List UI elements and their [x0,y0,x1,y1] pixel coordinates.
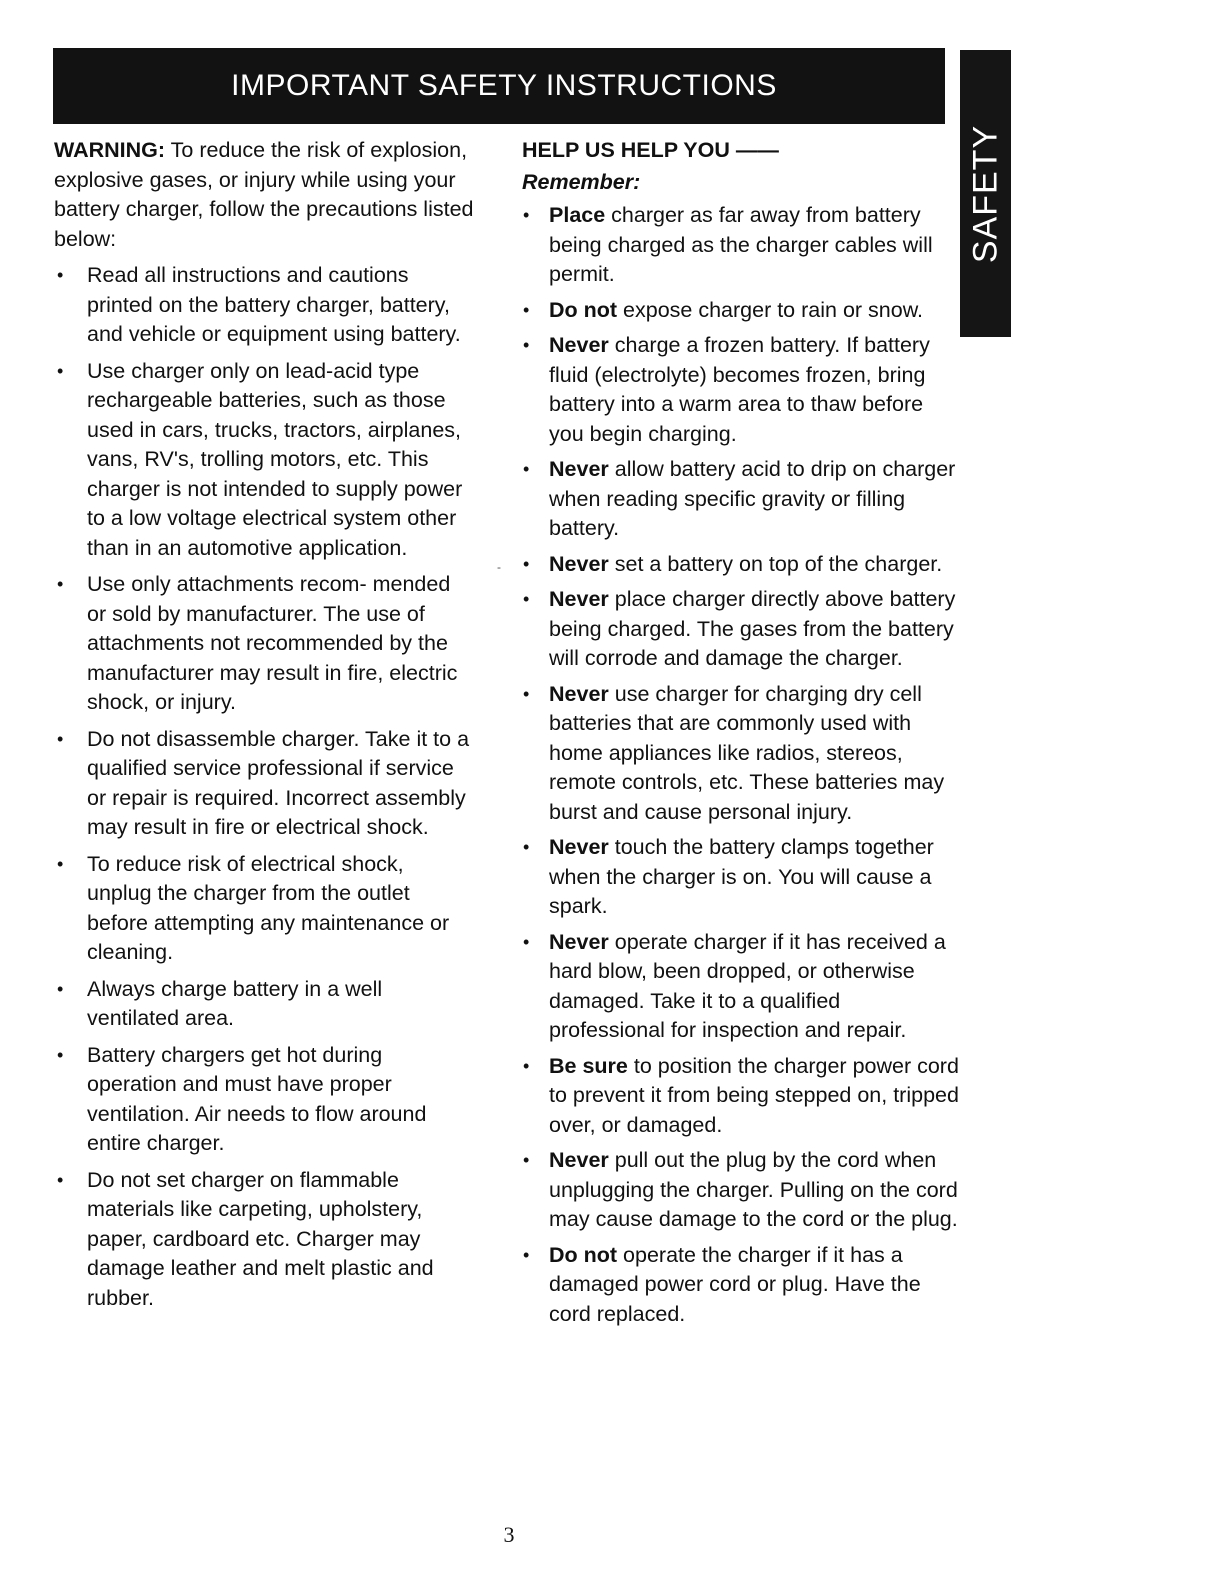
list-item [522,331,962,449]
item-lead: Be sure [549,1053,628,1078]
bullet-icon: • [523,1150,530,1170]
bullet-icon: • [57,265,64,285]
item-lead: Never [549,587,609,611]
list-item [54,261,474,350]
list-item [522,1052,962,1141]
bullet-icon: • [523,335,530,355]
list-item [54,357,474,564]
item-lead: Never [549,681,609,706]
bullet-icon: • [57,728,64,749]
item-lead: Never [549,835,609,859]
bullet-icon: • [523,553,530,574]
list-item [522,455,962,544]
item-text: touch the battery clamps together when the charger is on. You will cause a spark. [549,835,934,918]
item-text: charger as far away from battery being charged as the charger cables will permit. [549,203,933,286]
section-tab-label: SAFETY [966,124,1004,263]
list-item [54,570,474,718]
warning-label: WARNING: [54,138,166,162]
item-lead: Do not [549,297,618,322]
print-speck: - [497,560,501,574]
list-item-text: Use only attachments recom- mended or sold by manufacturer. The use of attachments not recommended by the manufacturer may result in fire, electric shock, or injury. [87,572,458,714]
list-item-text: Read all instructions and cautions printed on the battery charger, battery, and vehicle or equipment using battery. [87,263,461,346]
list-item [54,1166,474,1314]
list-item-text: To reduce risk of electrical shock, unplug the charger from the outlet before attempting any maintenance or cleaning. [87,851,450,964]
bullet-icon: • [57,1169,64,1190]
remember-label: Remember: [522,169,641,194]
item-text: set a battery on top of the charger. [608,551,943,576]
item-text: allow battery acid to drip on charger when reading specific gravity or filling battery. [549,457,956,540]
list-item-text: Do not disassemble charger. Take it to a qualified service professional if service or repair is required. Incorrect assembly may result in fire or electrical shock. [87,726,470,839]
page-title: IMPORTANT SAFETY INSTRUCTIONS [231,69,777,102]
bullet-icon: • [523,205,530,225]
item-lead: Never [549,457,609,481]
bullet-icon: • [57,978,64,999]
bullet-icon: • [57,574,64,594]
bullet-icon: • [523,459,530,479]
list-item-text: Always charge battery in a well ventilated area. [87,976,383,1030]
list-item-text: Battery chargers get hot during operation and must have proper ventilation. Air needs to flow around entire charger. [87,1042,427,1155]
list-item [522,585,962,674]
bullet-icon: • [57,1044,64,1065]
right-precaution-list [522,201,962,1329]
item-lead: Never [549,333,609,357]
list-item-text: Use charger only on lead-acid type rechargeable batteries, such as those used in cars, trucks, tractors, airplanes, vans, RV's, trolling motors, etc. This charger is not intended to supply power to a low voltage electrical system other than in an automotive application. [87,358,463,560]
bullet-icon: • [523,683,530,704]
bullet-icon: • [523,1244,530,1265]
page-title-banner [53,48,945,124]
bullet-icon: • [523,1055,530,1076]
list-item [522,296,962,326]
list-item [522,928,962,1046]
item-text: operate the charger if it has a damaged power cord or plug. Have the cord replaced. [549,1242,921,1326]
list-item [522,201,962,290]
section-tab [960,50,1011,337]
item-lead: Never [549,551,609,576]
list-item [522,1146,962,1235]
list-item [522,1241,962,1330]
item-text: expose charger to rain or snow. [617,297,924,322]
item-lead: Place [549,203,606,227]
item-lead: Never [549,1148,609,1172]
item-text: use charger for charging dry cell batteries that are commonly used with home appliances like radios, stereos, remote controls, etc. These batteries may burst and cause personal injury. [549,681,945,824]
right-column [522,136,962,1335]
list-item [522,680,962,828]
list-item [54,725,474,843]
item-text: operate charger if it has received a hard blow, been dropped, or otherwise damaged. Take it to a qualified professional for inspection and repair. [549,929,946,1042]
bullet-icon: • [57,853,64,874]
item-text: place charger directly above battery being charged. The gases from the battery will corrode and damage the charger. [549,587,956,670]
help-heading: HELP US HELP YOU —— [522,138,779,162]
warning-paragraph [54,136,474,254]
bullet-icon: • [57,360,64,381]
item-lead: Never [549,929,609,954]
list-item [54,975,474,1034]
list-item-text: Do not set charger on flammable materials like carpeting, upholstery, paper, cardboard etc. Charger may damage leather and melt plastic and rubber. [87,1167,434,1310]
item-text: to position the charger power cord to prevent it from being stepped on, tripped over, or damaged. [549,1053,959,1137]
left-column [54,136,474,1320]
item-text: pull out the plug by the cord when unplugging the charger. Pulling on the cord may cause damage to the cord or the plug. [549,1148,958,1231]
list-item [54,850,474,968]
left-precaution-list [54,261,474,1313]
list-item [522,550,962,580]
warning-text: To reduce the risk of explosion, explosive gases, or injury while using your battery charger, follow the precautions listed below: [54,138,474,251]
bullet-icon: • [523,589,530,609]
item-lead: Do not [549,1242,618,1267]
bullet-icon: • [523,837,530,857]
bullet-icon: • [523,299,530,320]
list-item [54,1041,474,1159]
page-number: 3 [503,1522,515,1547]
list-item [522,833,962,922]
item-text: charge a frozen battery. If battery fluid (electrolyte) becomes frozen, bring battery into a warm area to thaw before you begin charging. [549,333,930,446]
bullet-icon: • [523,931,530,952]
